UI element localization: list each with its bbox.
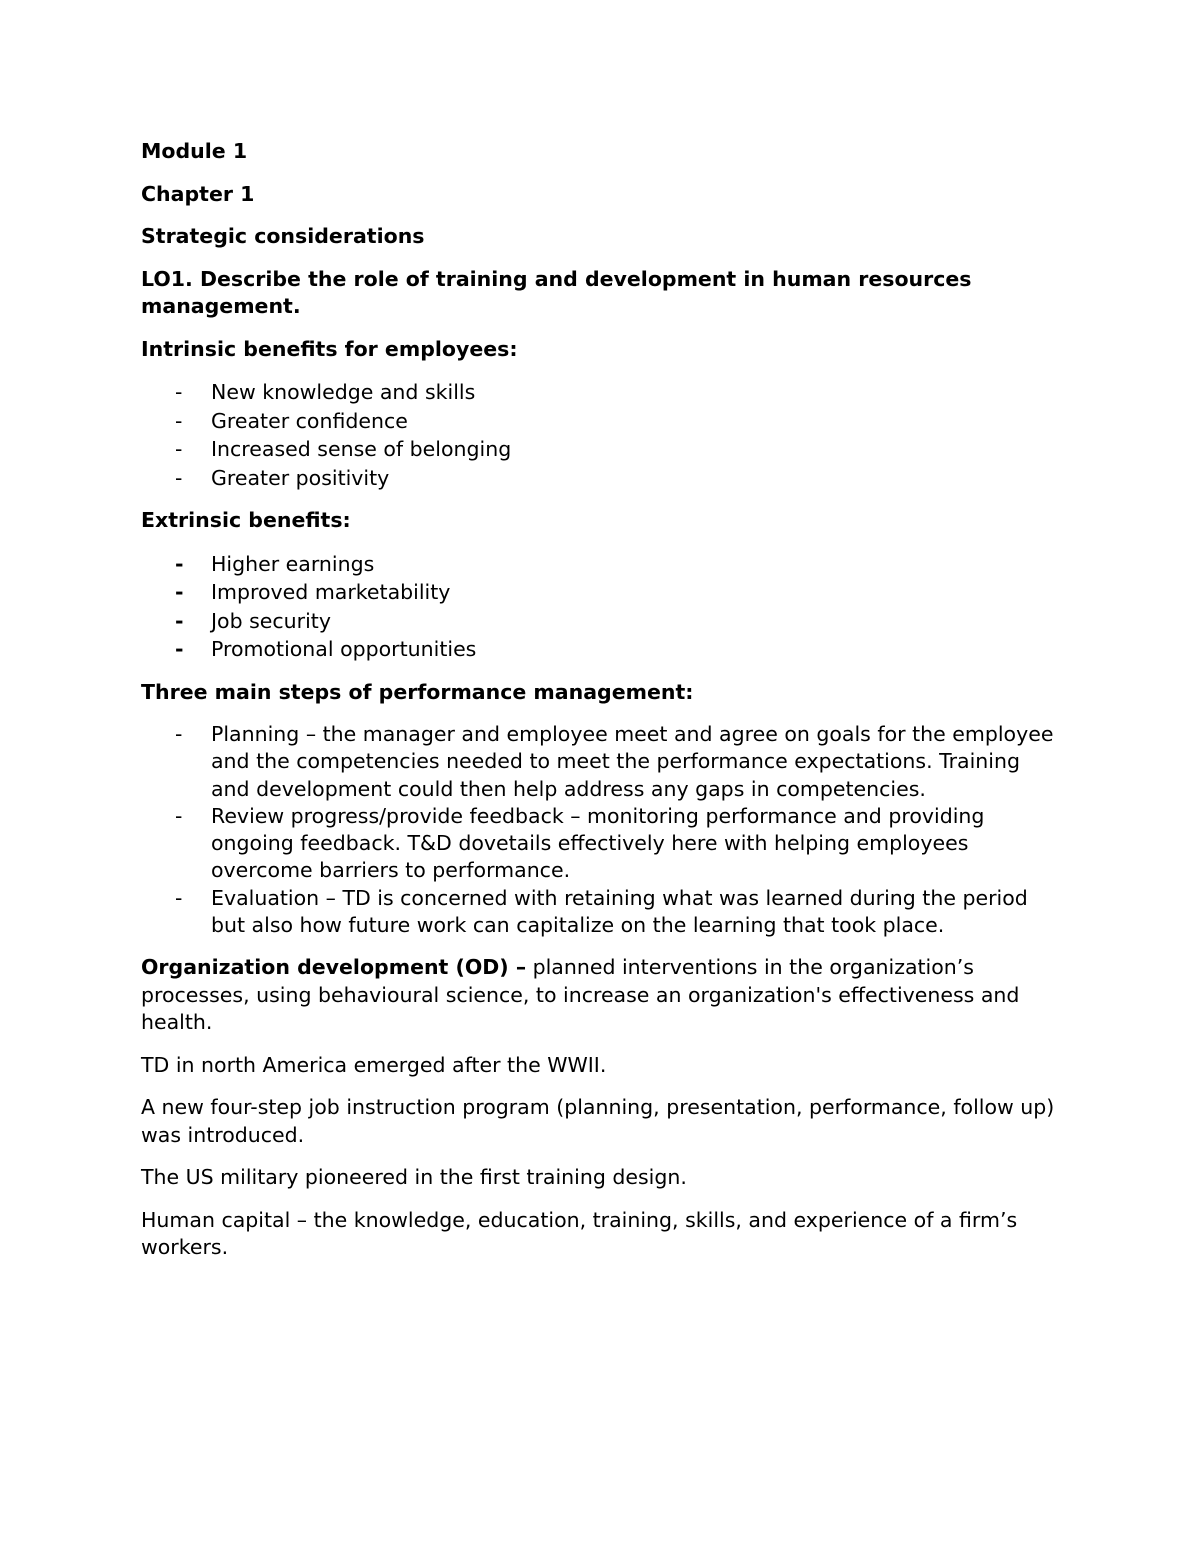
dash-bullet: - [175,580,184,604]
list-item-text: Evaluation – TD is concerned with retaining what was learned during the period but also how future work can capitalize on the learning that took place. [211,885,1028,938]
dash-bullet: - [175,885,183,910]
list-item [141,803,1061,885]
list-item [141,885,1061,940]
intrinsic-benefits-list [141,378,1061,492]
od-definition [141,954,1061,1037]
body-paragraph: Human capital – the knowledge, education, training, skills, and experience of a firm’s workers. [141,1207,1018,1260]
list-item-text: Review progress/provide feedback – monitoring performance and providing ongoing feedback. T&D dovetails effectively here with helping employees overcome barriers to performance. [211,803,985,883]
list-item-text: Improved marketability [211,580,451,604]
learning-objective: LO1. Describe the role of training and development in human resources management. [141,266,972,318]
od-definition-text: planned interventions in the organization’s processes, using behavioural science, to increase an organization's effectiveness and health. [141,955,1020,1035]
list-item [141,607,1061,636]
dash-bullet: - [175,551,184,576]
body-paragraph: The US military pioneered in the first training design. [141,1165,687,1190]
dash-bullet: - [175,608,184,633]
list-item [141,378,1061,407]
list-item-text: Increased sense of belonging [211,437,512,461]
chapter-heading: Chapter 1 [141,181,255,206]
list-item-text: New knowledge and skills [211,380,476,404]
list-item [141,721,1061,803]
performance-steps-title: Three main steps of performance management: [141,679,694,704]
dash-bullet: - [175,803,183,828]
list-item-text: Promotional opportunities [211,637,477,661]
list-item-text: Greater confidence [211,408,408,433]
body-paragraph: TD in north America emerged after the WWII. [141,1052,607,1077]
list-item [141,464,1061,493]
body-paragraph: A new four-step job instruction program (planning, presentation, performance, follow up) was introduced. [141,1095,1055,1147]
list-item [141,578,1061,607]
extrinsic-benefits-title: Extrinsic benefits: [141,508,351,532]
list-item [141,435,1061,464]
dash-bullet: - [175,380,183,404]
list-item-text: Job security [211,608,331,633]
list-item-text: Planning – the manager and employee meet and agree on goals for the employee and the competencies needed to meet the performance expectations. Training and development could then help address any gaps in competencies. [211,722,1054,801]
performance-steps-list [141,721,1061,939]
module-heading: Module 1 [141,139,248,163]
intrinsic-benefits-title: Intrinsic benefits for employees: [141,336,518,361]
od-term: Organization development (OD) – [141,955,527,980]
dash-bullet: - [175,637,184,661]
document-page [141,138,1061,1277]
extrinsic-benefits-list [141,550,1061,664]
list-item [141,550,1061,579]
list-item-text: Higher earnings [211,551,375,576]
dash-bullet: - [175,722,183,746]
list-item-text: Greater positivity [211,465,390,490]
list-item [141,407,1061,436]
list-item [141,635,1061,664]
dash-bullet: - [175,408,183,433]
dash-bullet: - [175,437,183,461]
section-heading: Strategic considerations [141,224,425,248]
dash-bullet: - [175,465,183,490]
